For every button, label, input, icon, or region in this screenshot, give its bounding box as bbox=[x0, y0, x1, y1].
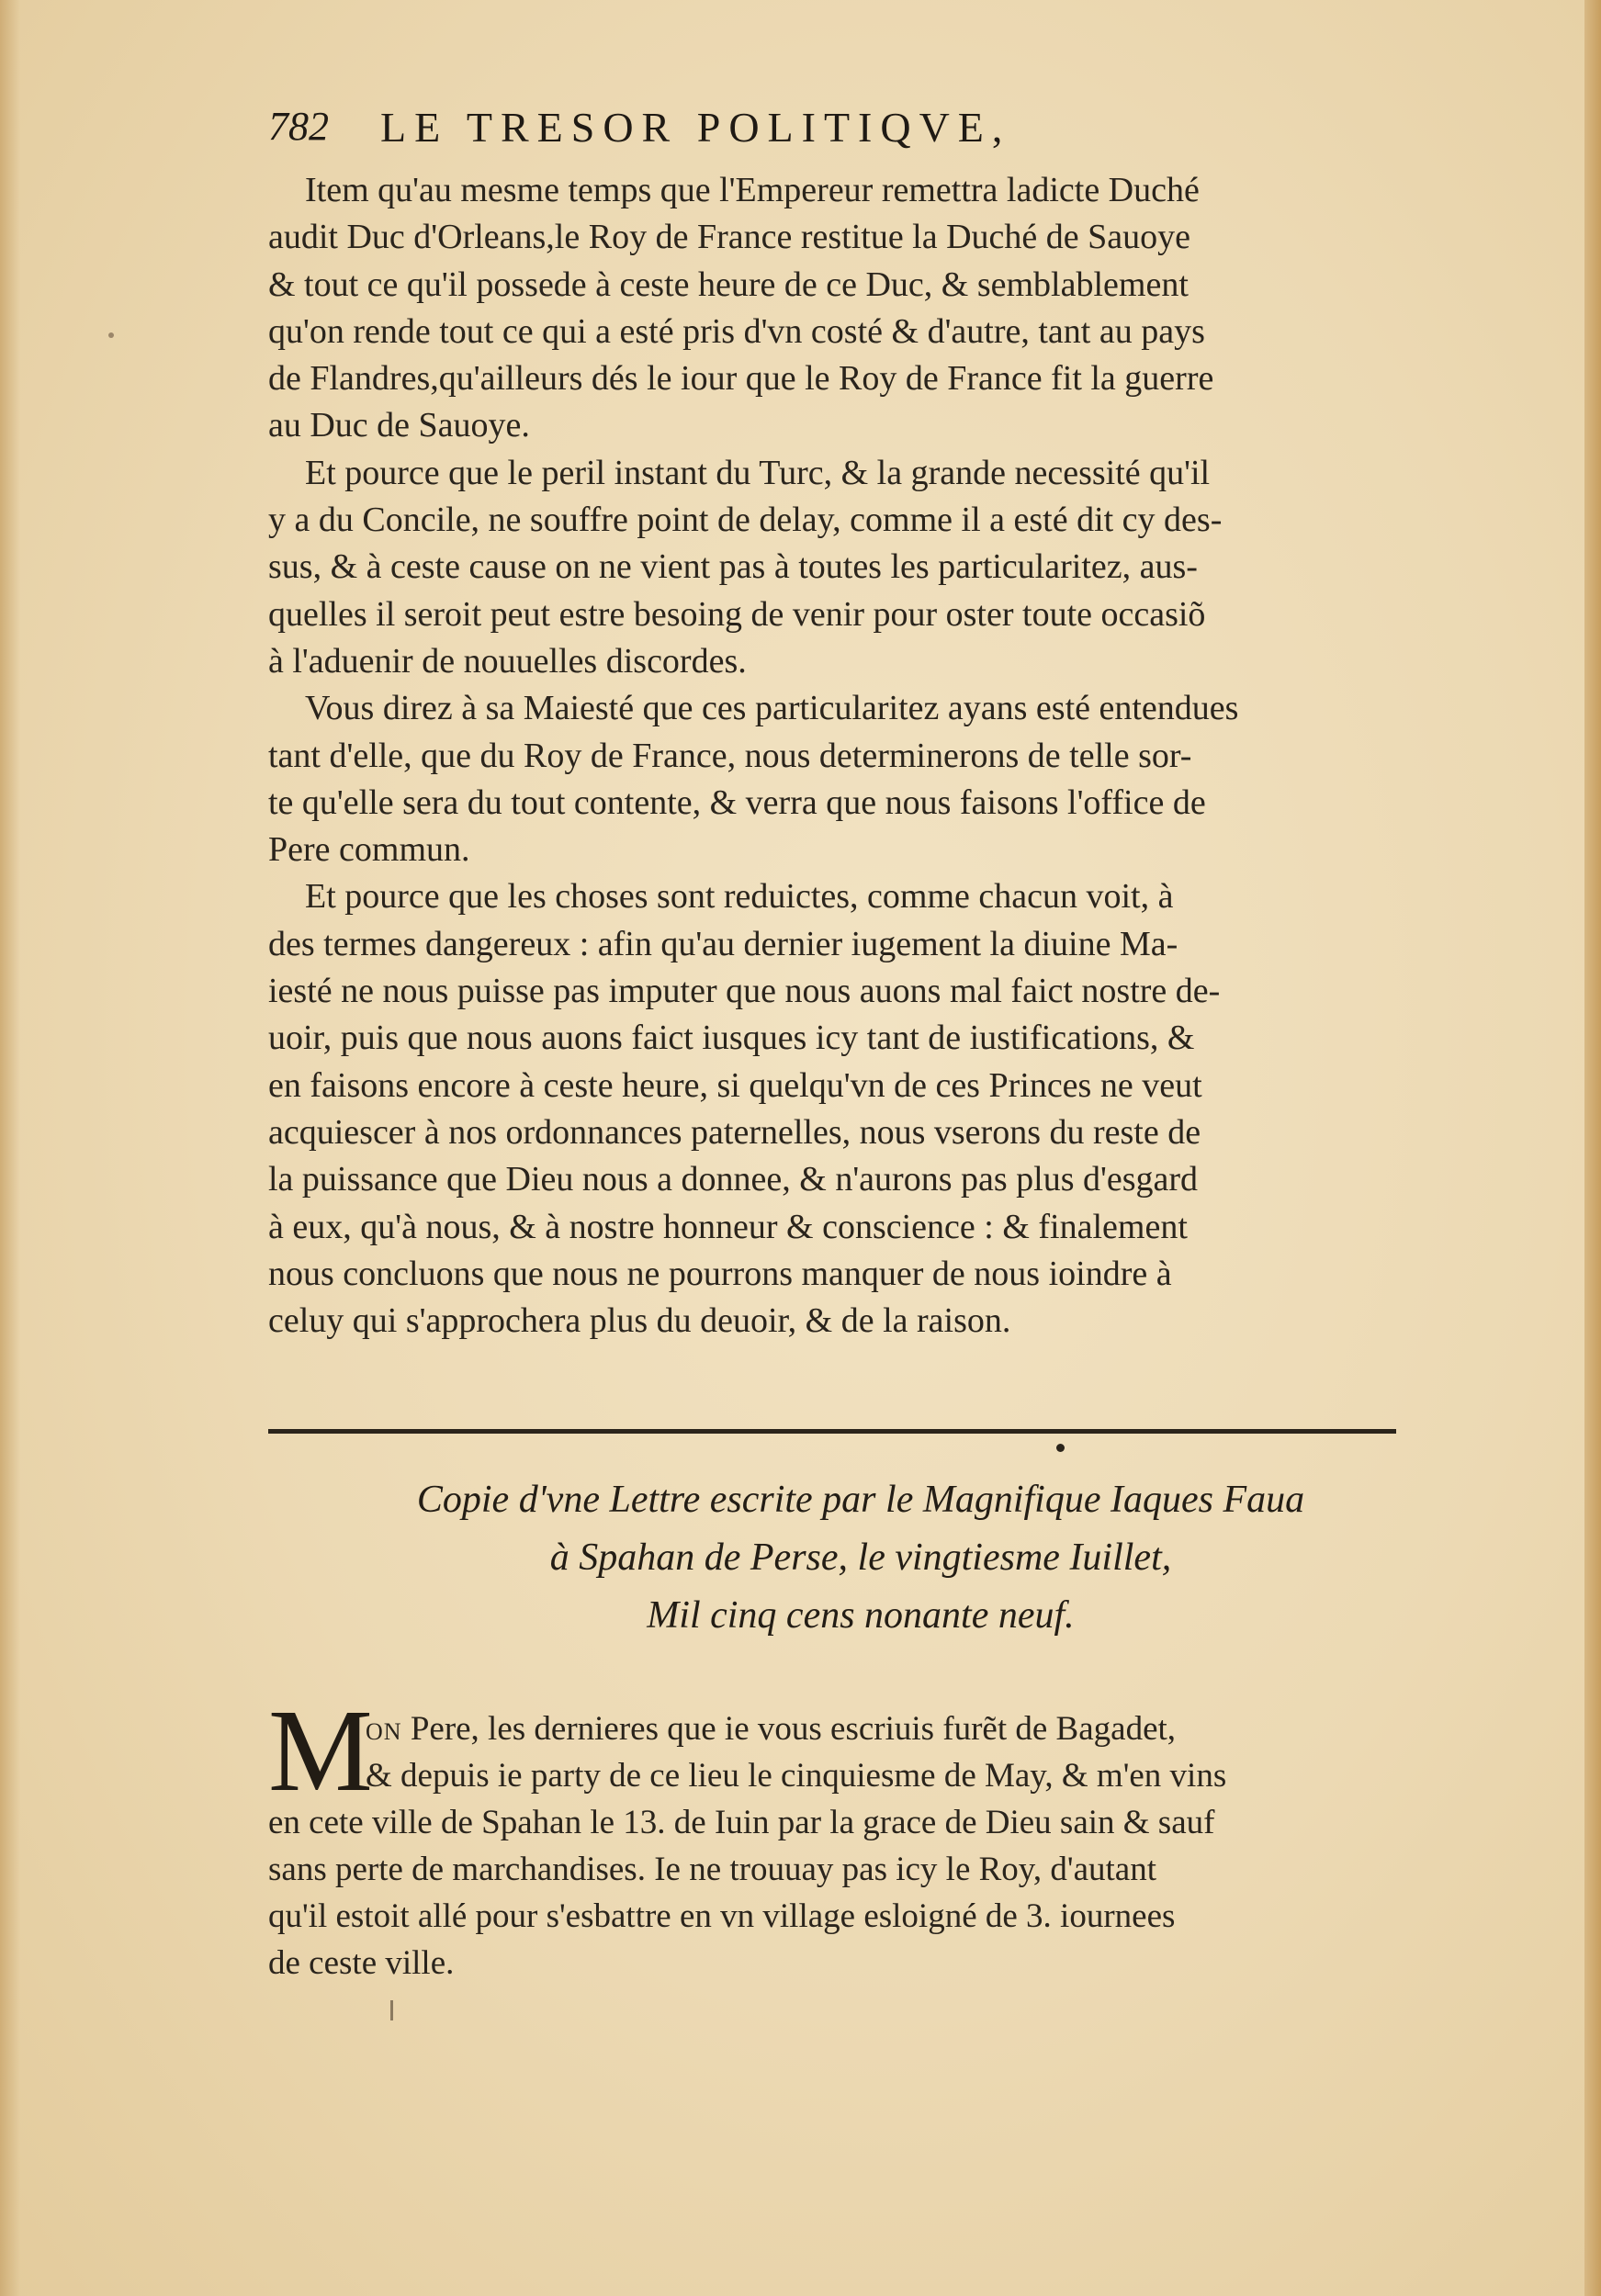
letter-first-line bbox=[268, 1705, 1462, 1752]
running-title: LE TRESOR POLITIQVE, bbox=[380, 104, 1011, 151]
text-line: Et pource que le peril instant du Turc, & la grande necessité qu'il bbox=[305, 453, 1211, 492]
text-line: à eux, qu'à nous, & à nostre honneur & conscience : & finalement bbox=[268, 1207, 1188, 1246]
text-line: qu'on rende tout ce qui a esté pris d'vn costé & d'autre, tant au pays bbox=[268, 311, 1205, 351]
letter-title bbox=[268, 1471, 1453, 1645]
letter-body bbox=[268, 1685, 1462, 1986]
letter-line: & depuis ie party de ce lieu le cinquiesme de May, & m'en vins bbox=[366, 1757, 1227, 1795]
text-line: Vous direz à sa Maiesté que ces particularitez ayans esté entendues bbox=[305, 689, 1239, 728]
letter-line: qu'il estoit allé pour s'esbattre en vn village esloigné de 3. iournees bbox=[268, 1897, 1176, 1935]
page-left-edge bbox=[0, 0, 20, 2296]
text-line: Et pource que les choses sont reduictes, comme chacun voit, à bbox=[305, 877, 1174, 917]
page-number: 782 bbox=[268, 104, 329, 149]
letter-title-line: Copie d'vne Lettre escrite par le Magnifique Iaques Faua bbox=[416, 1479, 1305, 1521]
letter-title-line: Mil cinq cens nonante neuf. bbox=[647, 1594, 1075, 1637]
text-line: en faisons encore à ceste heure, si quelqu'vn de ces Princes ne veut bbox=[268, 1065, 1202, 1105]
drop-cap: M bbox=[268, 1685, 373, 1816]
text-line: à l'aduenir de nouuelles discordes. bbox=[268, 641, 747, 681]
text-line: Pere commun. bbox=[268, 830, 470, 870]
text-line: la puissance que Dieu nous a donnee, & n'aurons pas plus d'esgard bbox=[268, 1160, 1199, 1199]
text-line: nous concluons que nous ne pourrons manquer de nous ioindre à bbox=[268, 1254, 1172, 1293]
letter-lines bbox=[268, 1752, 1462, 1986]
text-line: de Flandres,qu'ailleurs dés le iour que le Roy de France fit la guerre bbox=[268, 359, 1214, 399]
letter-first-line-text: Pere, les dernieres que ie vous escriuis furẽt de Bagadet, bbox=[410, 1710, 1177, 1748]
text-line: uoir, puis que nous auons faict iusques icy tant de iustifications, & bbox=[268, 1019, 1195, 1058]
text-line: tant d'elle, que du Roy de France, nous determinerons de telle sor- bbox=[268, 736, 1192, 775]
text-line: acquiescer à nos ordonnances paternelles, nous vserons du reste de bbox=[268, 1112, 1201, 1152]
letter-line: de ceste ville. bbox=[268, 1944, 455, 1982]
ink-speck bbox=[108, 332, 114, 338]
letter-line: sans perte de marchandises. Ie ne trouuay pas icy le Roy, d'autant bbox=[268, 1851, 1156, 1888]
text-line: des termes dangereux : afin qu'au dernier iugement la diuine Ma- bbox=[268, 924, 1178, 963]
section-divider bbox=[268, 1429, 1396, 1434]
text-line: & tout ce qu'il possede à ceste heure de ce Duc, & semblablement bbox=[268, 264, 1189, 304]
text-line: y a du Concile, ne souffre point de delay, comme il a esté dit cy des- bbox=[268, 501, 1223, 540]
letter-title-line: à Spahan de Perse, le vingtiesme Iuillet, bbox=[549, 1536, 1172, 1579]
text-line: iesté ne nous puisse pas imputer que nous auons mal faict nostre de- bbox=[268, 972, 1221, 1011]
text-line: sus, & à ceste cause on ne vient pas à toutes les particularitez, aus- bbox=[268, 547, 1198, 587]
page-header bbox=[268, 103, 1279, 158]
text-line: quelles il seroit peut estre besoing de venir pour oster toute occasiõ bbox=[268, 594, 1206, 634]
divider-ornament bbox=[1056, 1444, 1065, 1452]
text-line: Item qu'au mesme temps que l'Empereur remettra ladicte Duché bbox=[305, 171, 1200, 209]
book-spine-shadow bbox=[1584, 0, 1601, 2296]
body-text bbox=[268, 167, 1462, 1345]
page-tick-mark bbox=[390, 2000, 393, 2020]
text-line: au Duc de Sauoye. bbox=[268, 406, 530, 445]
text-line: celuy qui s'approchera plus du deuoir, & de la raison. bbox=[268, 1301, 1011, 1341]
text-line: audit Duc d'Orleans,le Roy de France restitue la Duché de Sauoye bbox=[268, 218, 1191, 257]
letter-first-word: ON bbox=[366, 1718, 402, 1745]
text-line: te qu'elle sera du tout contente, & verra que nous faisons l'office de bbox=[268, 782, 1206, 822]
letter-line: en cete ville de Spahan le 13. de Iuin par la grace de Dieu sain & sauf bbox=[268, 1804, 1215, 1841]
